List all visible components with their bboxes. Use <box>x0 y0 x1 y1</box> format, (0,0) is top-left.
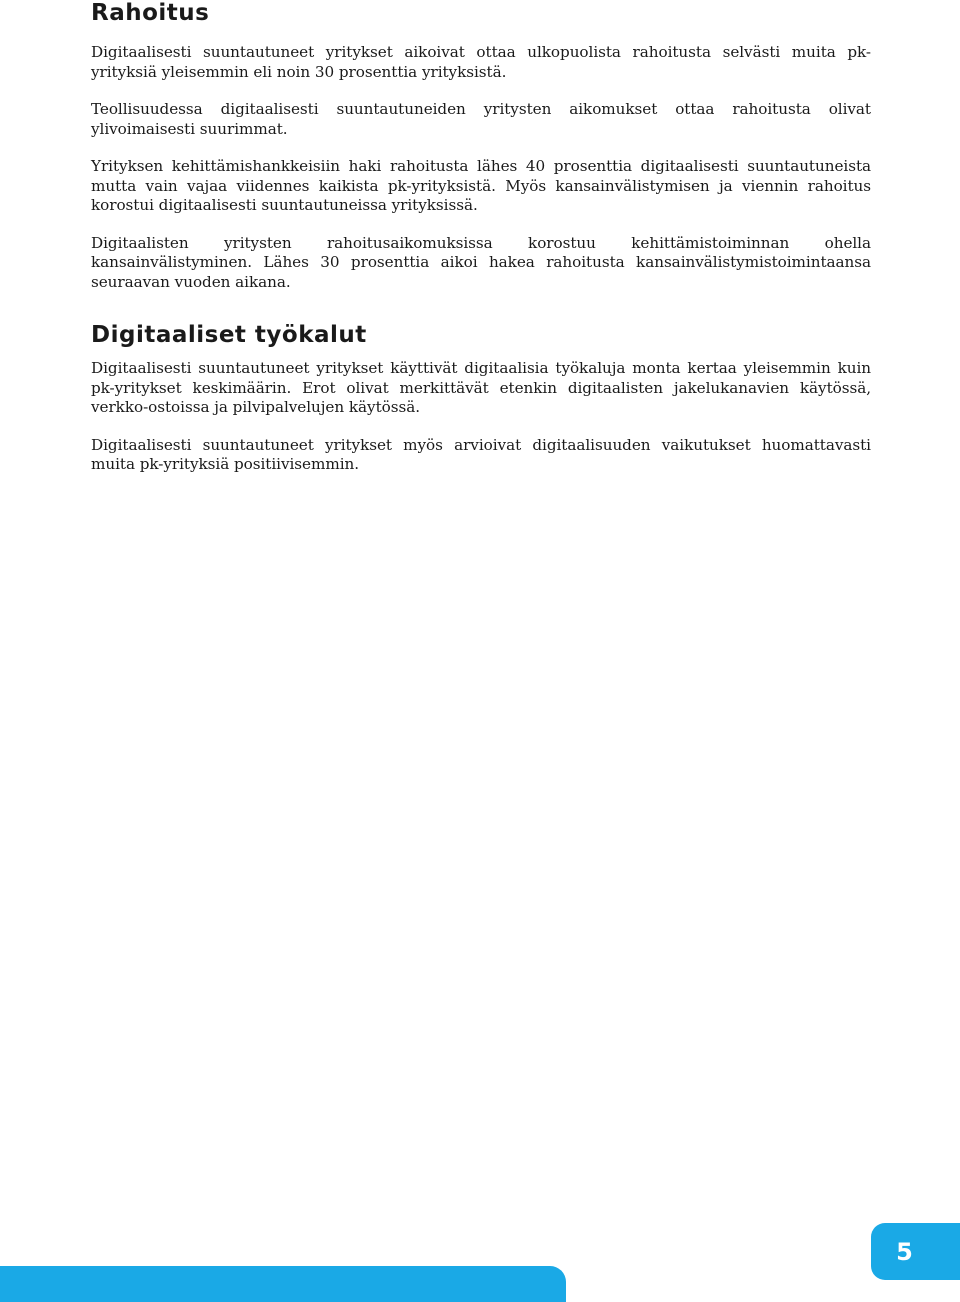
paragraph: Yrityksen kehittämishankkeisiin haki rahoitusta lähes 40 prosenttia digitaalisesti suuntautuneista mutta vain vajaa viidennes kaikista pk-yrityksistä. Myös kansainvälistymisen ja viennin rahoitus korostui digitaalisesti suuntautuneissa yrityksissä. <box>91 157 871 214</box>
footer-accent-bar <box>0 1266 566 1302</box>
page-number: 5 <box>896 1237 913 1266</box>
paragraph: Digitaalisesti suuntautuneet yritykset aikoivat ottaa ulkopuolista rahoitusta selvästi muita pk-yrityksiä yleisemmin eli noin 30 prosenttia yrityksistä. <box>91 43 871 81</box>
section-body-digitaaliset-tyokalut <box>91 359 871 475</box>
section-heading-digitaaliset-tyokalut: Digitaaliset työkalut <box>91 322 367 348</box>
page-number-badge <box>871 1223 960 1280</box>
section-heading-rahoitus: Rahoitus <box>91 0 210 26</box>
paragraph: Digitaalisten yritysten rahoitusaikomuksissa korostuu kehittämistoiminnan ohella kansainvälistyminen. Lähes 30 prosenttia aikoi hakea rahoitusta kansainvälistymistoimintaansa seuraavan vuoden aikana. <box>91 233 871 291</box>
paragraph: Digitaalisesti suuntautuneet yritykset myös arvioivat digitaalisuuden vaikutukset huomattavasti muita pk-yrityksiä positiivisemmin. <box>91 435 871 473</box>
paragraph: Digitaalisesti suuntautuneet yritykset käyttivät digitaalisia työkaluja monta kertaa yleisemmin kuin pk-yritykset keskimäärin. Erot olivat merkittävät etenkin digitaalisten jakelukanavien käytössä, verkko-ostoissa ja pilvipalvelujen käytössä. <box>91 359 871 416</box>
section-body-rahoitus <box>91 43 871 292</box>
paragraph: Teollisuudessa digitaalisesti suuntautuneiden yritysten aikomukset ottaa rahoitusta olivat ylivoimaisesti suurimmat. <box>91 100 871 138</box>
page-content <box>91 0 871 493</box>
